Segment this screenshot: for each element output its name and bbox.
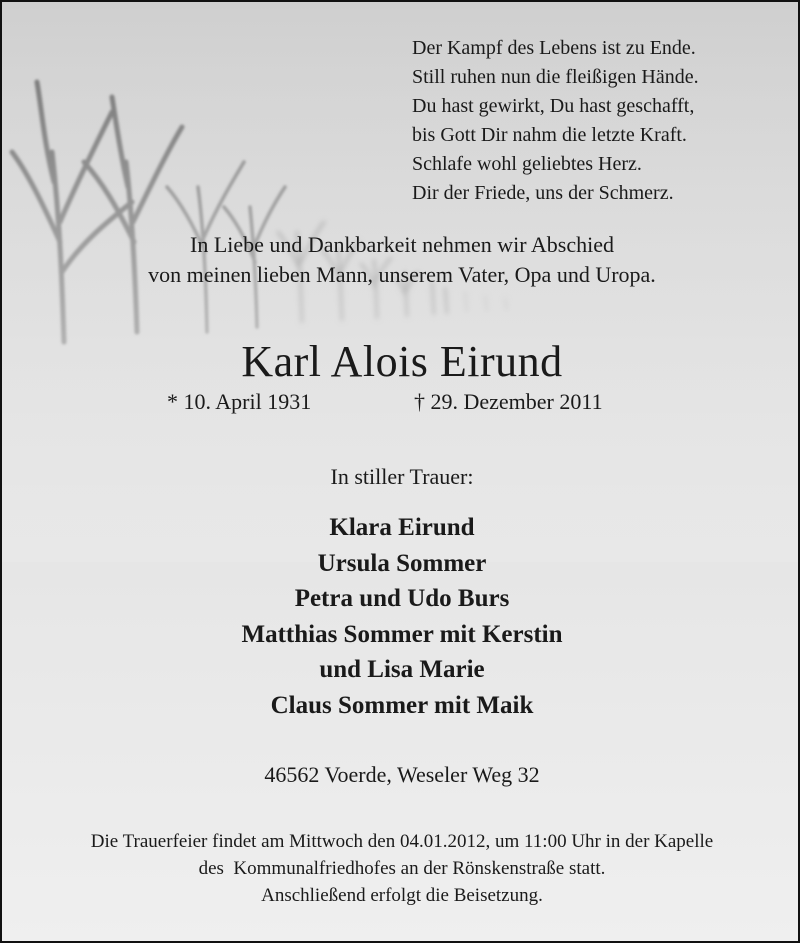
poem-line: Der Kampf des Lebens ist zu Ende. [412, 37, 696, 59]
poem-line: Still ruhen nun die fleißigen Hände. [412, 66, 699, 88]
poem-line: Du hast gewirkt, Du hast geschafft, [412, 95, 695, 117]
farewell-line: In Liebe und Dankbarkeit nehmen wir Abschied [190, 232, 614, 257]
mourner-name: und Lisa Marie [319, 656, 485, 683]
funeral-line: Anschließend erfolgt die Beisetzung. [261, 885, 543, 906]
address: 46562 Voerde, Weseler Weg 32 [264, 762, 540, 787]
funeral-line: des Kommunalfriedhofes an der Rönskenstraße statt. [198, 858, 606, 879]
deceased-name: Karl Alois Eirund [241, 337, 563, 386]
mourner-name: Ursula Sommer [317, 549, 487, 577]
funeral-line: Die Trauerfeier findet am Mittwoch den 04.01.2012, um 11:00 Uhr in der Kapelle [90, 831, 714, 852]
poem [412, 34, 699, 208]
funeral-info [2, 828, 800, 909]
mourner-name: Claus Sommer mit Maik [270, 691, 534, 719]
farewell-line: von meinen lieben Mann, unserem Vater, Opa und Uropa. [148, 262, 656, 287]
birth-date: * 10. April 1931 [167, 389, 312, 414]
mourner-name: Klara Eirund [329, 514, 475, 541]
death-date: † 29. Dezember 2011 [414, 389, 603, 414]
poem-line: Schlafe wohl geliebtes Herz. [412, 153, 642, 175]
poem-line: Dir der Friede, uns der Schmerz. [412, 182, 674, 204]
poem-line: bis Gott Dir nahm die letzte Kraft. [412, 124, 687, 146]
mourner-name: Matthias Sommer mit Kerstin [241, 620, 563, 648]
farewell-text [2, 230, 800, 290]
mourning-label: In stiller Trauer: [330, 464, 474, 489]
mourners-list [2, 510, 800, 723]
mourner-name: Petra und Udo Burs [294, 585, 510, 612]
